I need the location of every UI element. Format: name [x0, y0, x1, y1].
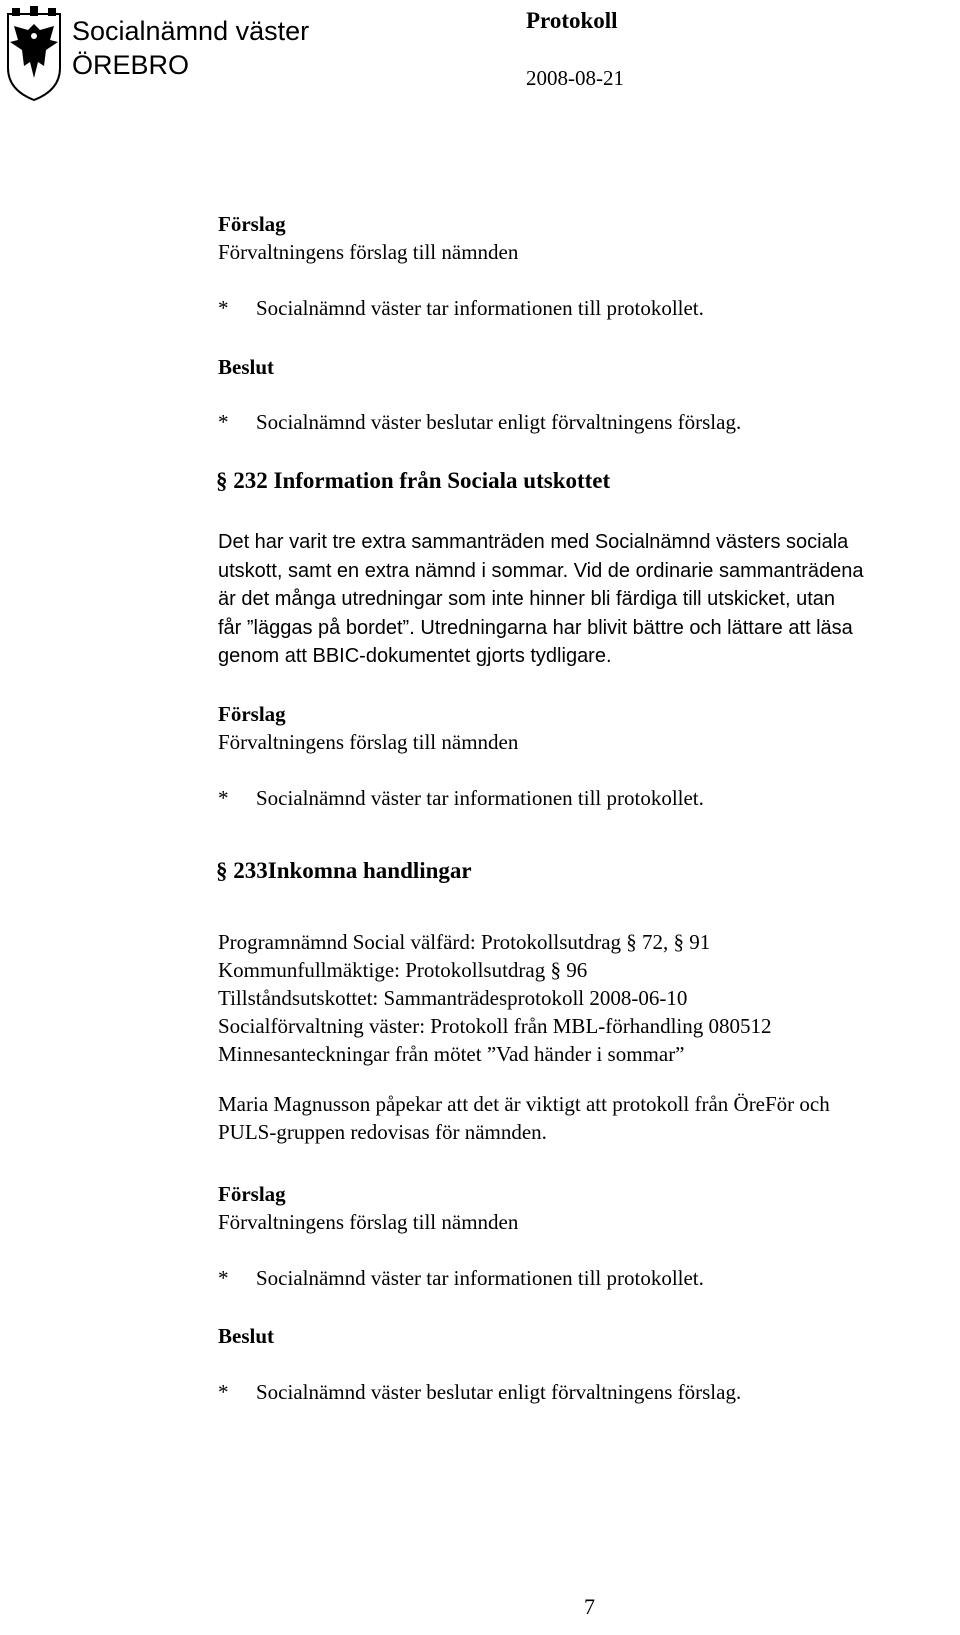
forslag-heading: Förslag [218, 212, 286, 236]
document-type: Protokoll [526, 8, 618, 33]
bullet-marker: * [218, 1380, 229, 1404]
forslag-item-text: Socialnämnd väster tar informationen till protokollet. [256, 296, 704, 320]
bullet-marker: * [218, 410, 229, 434]
body-line: genom att BBIC-dokumentet gjorts tydligare. [218, 645, 612, 667]
bullet-marker: * [218, 296, 229, 320]
body-line: utskott, samt en extra nämnd i sommar. Vid de ordinarie sammanträdena [218, 559, 864, 582]
beslut-item [218, 410, 741, 435]
body-line: Det har varit tre extra sammanträden med Socialnämnd västers sociala [218, 531, 849, 553]
forslag-item-text: Socialnämnd väster tar informationen till protokollet. [256, 1266, 704, 1290]
org-city: ÖREBRO [72, 50, 190, 80]
document-date: 2008-08-21 [526, 66, 624, 90]
beslut-heading: Beslut [218, 1324, 275, 1348]
document-list [218, 928, 960, 1068]
page-number: 7 [584, 1594, 595, 1619]
forslag-item-text: Socialnämnd väster tar informationen till protokollet. [256, 786, 704, 810]
document-item: Minnesanteckningar från mötet ”Vad händer i sommar” [218, 1042, 685, 1066]
section-title-text: 232 Information från Sociala utskottet [233, 468, 611, 493]
document-item: Tillståndsutskottet: Sammanträdesprotokoll 2008-06-10 [218, 986, 688, 1010]
forslag-item [218, 1266, 704, 1291]
forslag-heading: Förslag [218, 702, 286, 726]
forslag-text: Förvaltningens förslag till nämnden [218, 1210, 519, 1234]
forslag-text: Förvaltningens förslag till nämnden [218, 730, 519, 754]
beslut-heading: Beslut [218, 355, 275, 379]
note-paragraph [218, 1090, 960, 1146]
document-item: Programnämnd Social välfärd: Protokollsutdrag § 72, § 91 [218, 930, 711, 954]
org-name: Socialnämnd väster [72, 16, 310, 46]
note-line: Maria Magnusson påpekar att det är viktigt att protokoll från ÖreFör och [218, 1092, 830, 1116]
document-item: Kommunfullmäktige: Protokollsutdrag § 96 [218, 958, 588, 982]
forslag-text: Förvaltningens förslag till nämnden [218, 240, 519, 264]
beslut-item-text: Socialnämnd väster beslutar enligt förvaltningens förslag. [256, 1380, 742, 1404]
section-232-body [218, 528, 960, 671]
note-line: PULS-gruppen redovisas för nämnden. [218, 1120, 547, 1144]
forslag-heading: Förslag [218, 1182, 286, 1206]
coat-of-arms-logo [4, 6, 64, 102]
bullet-marker: * [218, 1266, 229, 1290]
forslag-item [218, 296, 704, 321]
body-line: är det många utredningar som inte hinner bli färdiga till utskicket, utan [218, 588, 836, 610]
forslag-item [218, 786, 704, 811]
beslut-item [218, 1380, 741, 1405]
section-233-title [216, 858, 472, 884]
body-line: får ”läggas på bordet”. Utredningarna har blivit bättre och lättare att läsa [218, 616, 853, 639]
document-item: Socialförvaltning väster: Protokoll från MBL-förhandling 080512 [218, 1014, 772, 1038]
paragraph-symbol: § [216, 468, 228, 493]
section-title-text: 233Inkomna handlingar [233, 858, 472, 883]
bullet-marker: * [218, 786, 229, 810]
paragraph-symbol: § [216, 858, 228, 883]
section-232-title [216, 468, 610, 494]
beslut-item-text: Socialnämnd väster beslutar enligt förvaltningens förslag. [256, 410, 742, 434]
